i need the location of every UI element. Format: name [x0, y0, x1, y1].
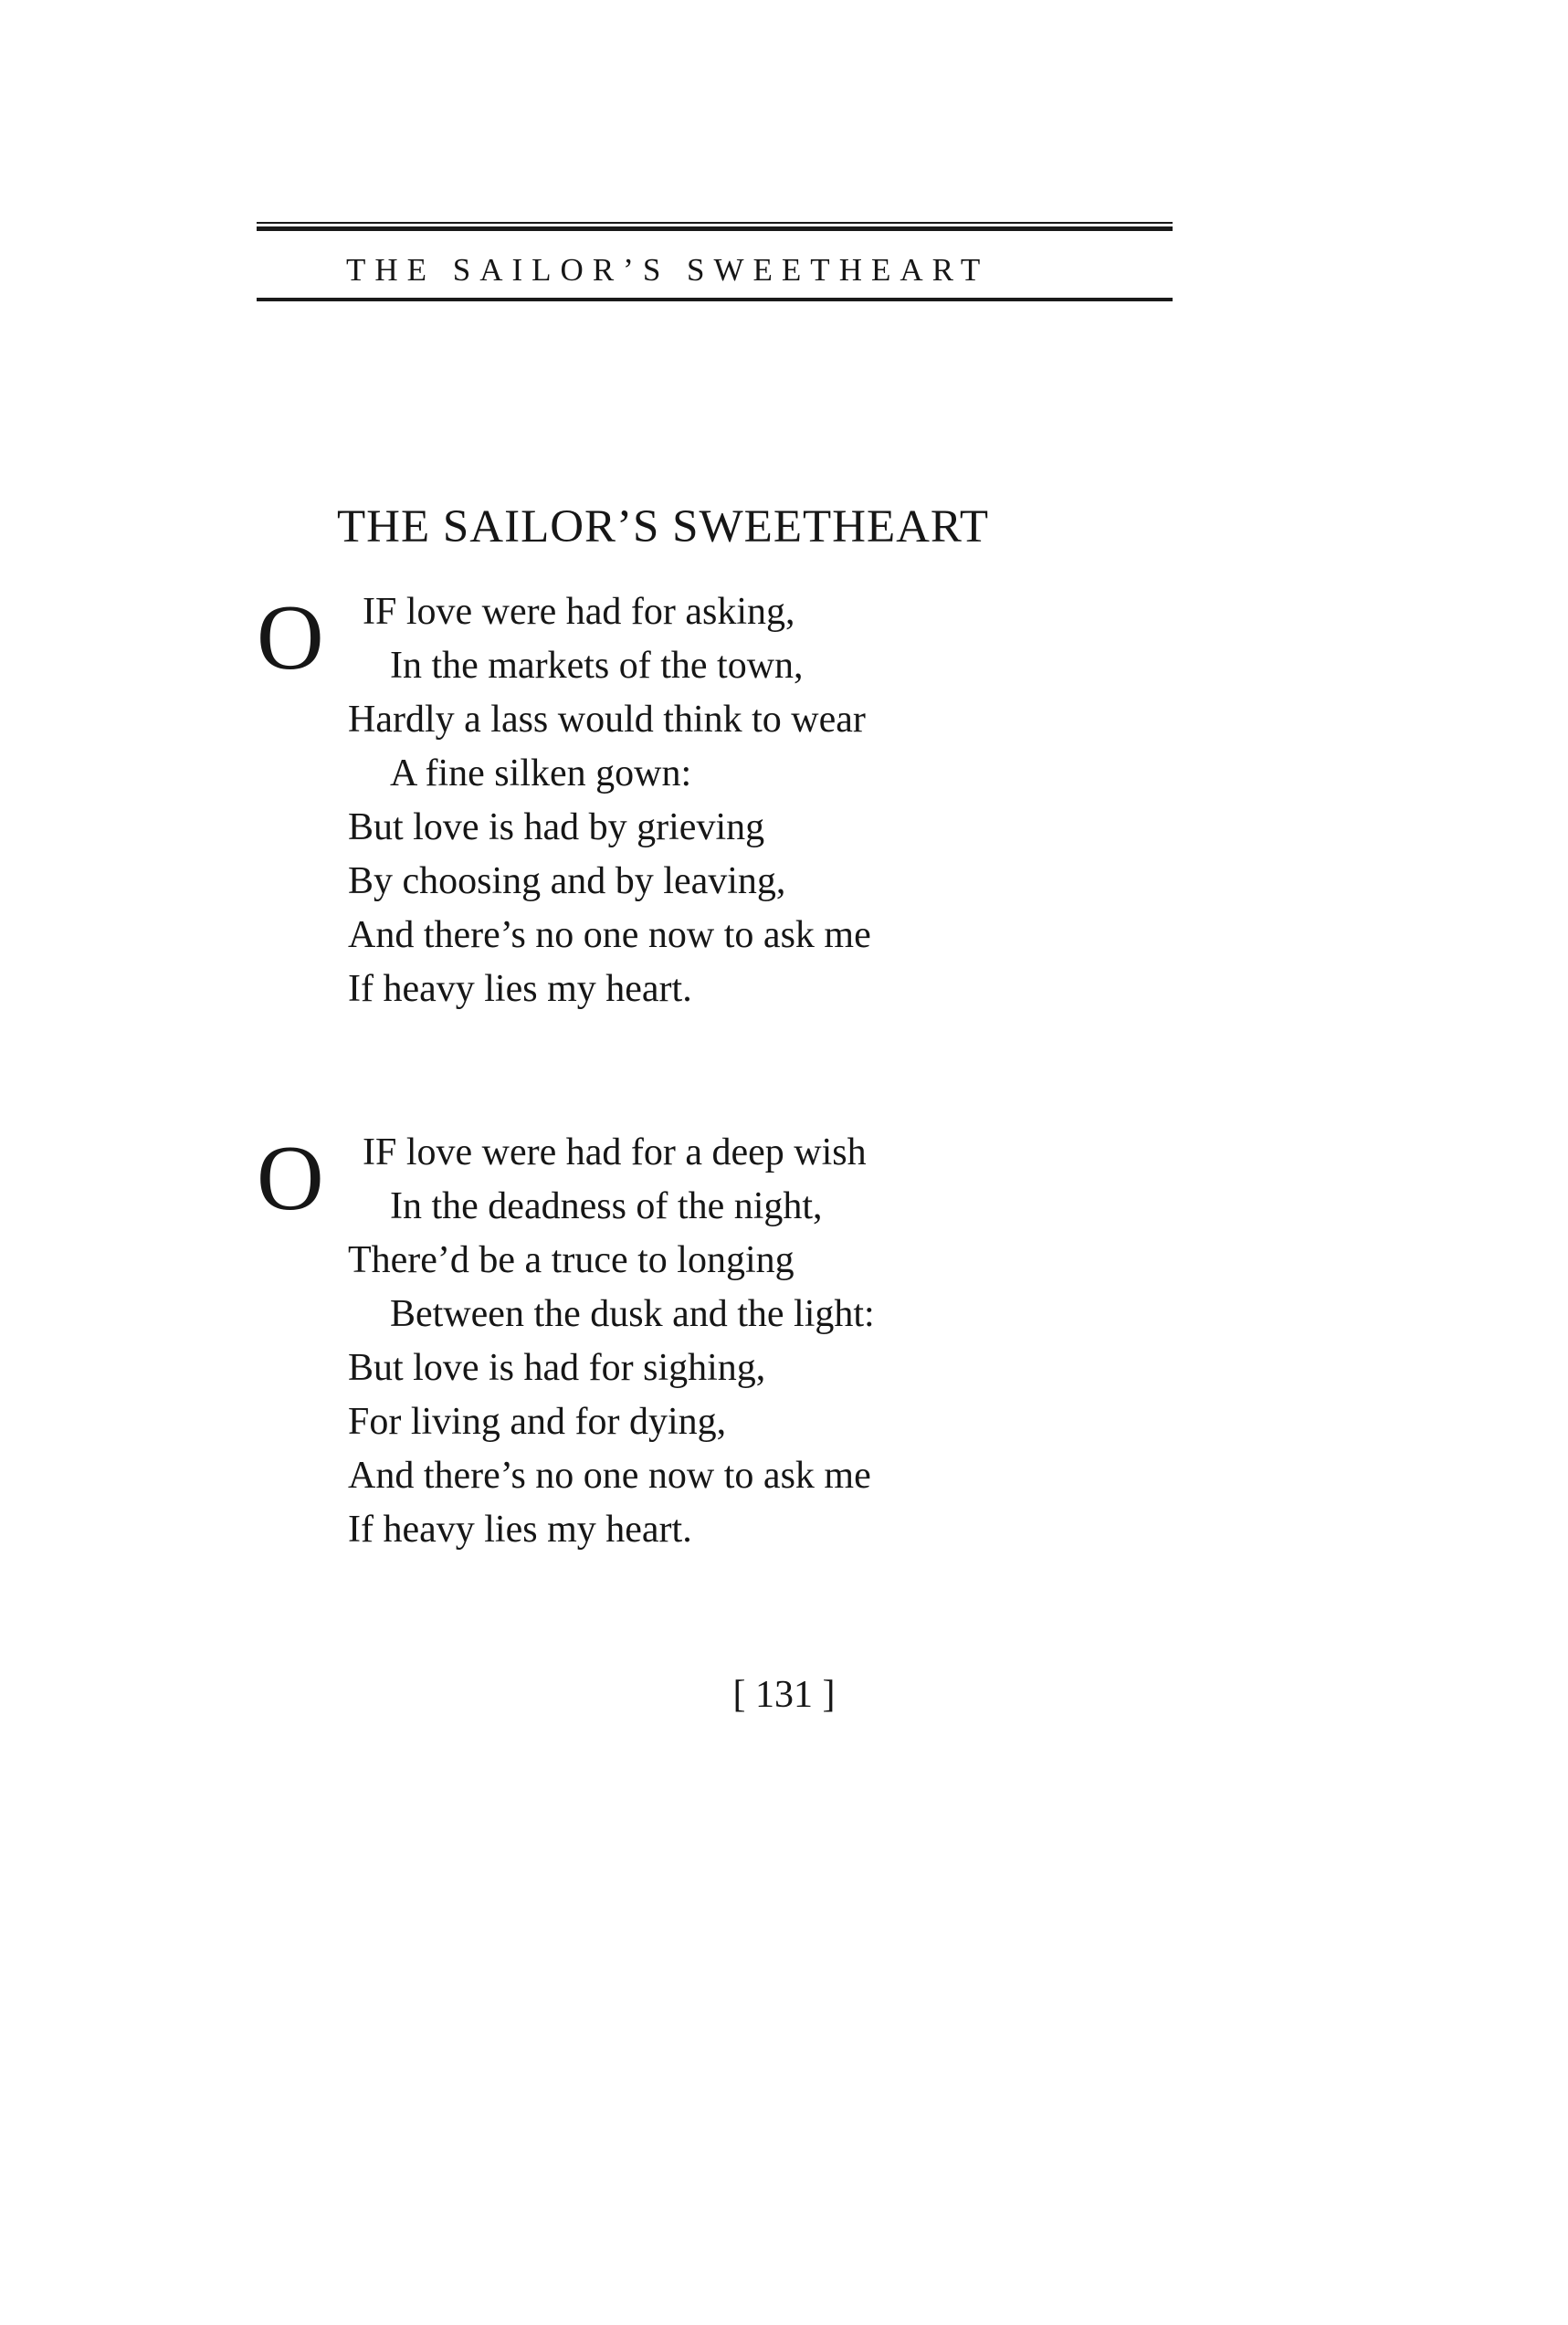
- running-head: [257, 222, 1173, 301]
- verse-line: There’d be a truce to longing: [348, 1239, 795, 1281]
- page-number: [ 131 ]: [732, 1674, 836, 1716]
- verse-line: Hardly a lass would think to wear: [348, 699, 866, 741]
- verse-line: If heavy lies my heart.: [348, 1509, 692, 1551]
- verse-line: For living and for dying,: [348, 1401, 727, 1443]
- stanza-1: [257, 585, 1079, 1016]
- header-rule-thin: [257, 222, 1173, 224]
- verse-line: But love is had by grieving: [348, 806, 765, 848]
- verse-line: And there’s no one now to ask me: [348, 1455, 871, 1497]
- running-head-title: THE SAILOR’S SWEETHEART: [346, 252, 990, 288]
- poem-title: THE SAILOR’S SWEETHEART: [337, 501, 990, 552]
- verse-line: In the markets of the town,: [390, 645, 804, 687]
- verse-line: In the deadness of the night,: [390, 1185, 823, 1227]
- verse-line: IF love were had for asking,: [363, 591, 795, 633]
- header-rule-bottom: [257, 298, 1173, 301]
- verse-line: And there’s no one now to ask me: [348, 914, 871, 956]
- drop-cap: O: [257, 1127, 324, 1230]
- verse-line: If heavy lies my heart.: [348, 968, 692, 1010]
- drop-cap: O: [257, 586, 324, 689]
- verse-line: IF love were had for a deep wish: [363, 1131, 867, 1173]
- verse-line: A fine silken gown:: [390, 752, 692, 794]
- verse-line: Between the dusk and the light:: [390, 1293, 875, 1335]
- stanza-2: [257, 1126, 1079, 1557]
- verse-line: By choosing and by leaving,: [348, 860, 786, 902]
- verse-line: But love is had for sighing,: [348, 1347, 766, 1389]
